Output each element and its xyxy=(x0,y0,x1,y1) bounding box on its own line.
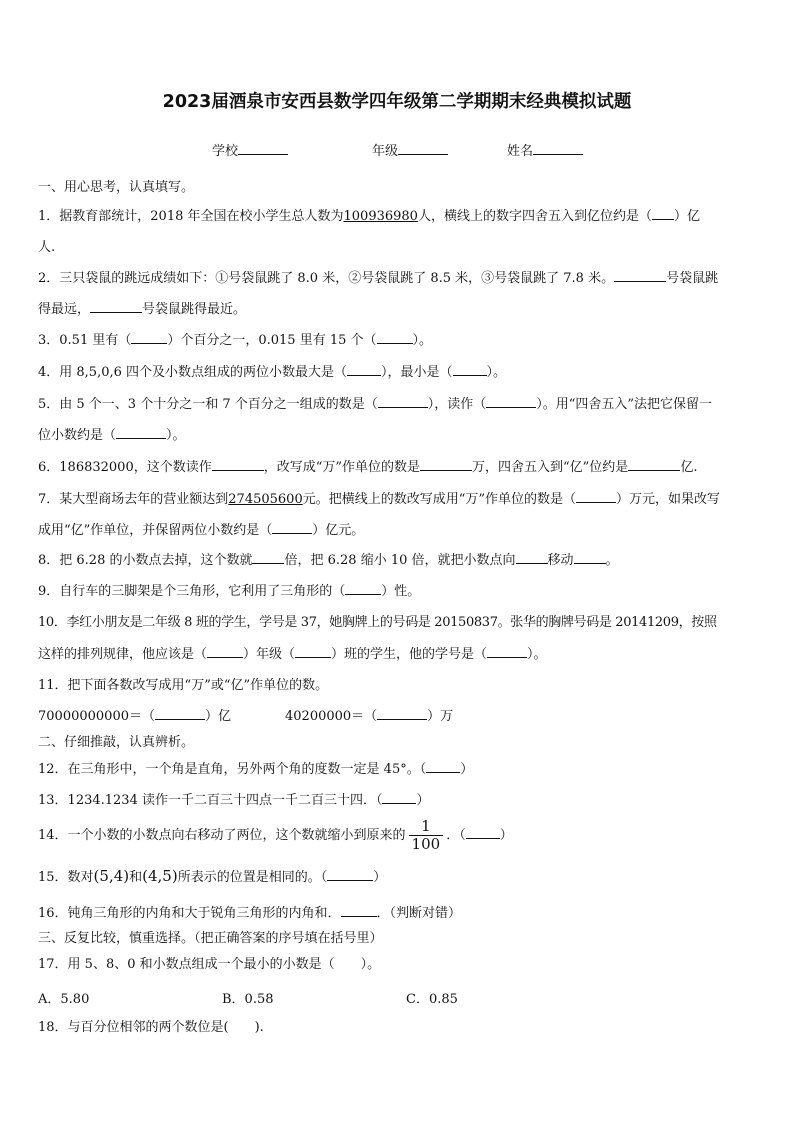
q8-blank-3[interactable] xyxy=(574,550,606,564)
q9-text-b: ）性。 xyxy=(381,584,421,599)
q11-text-e: ）万 xyxy=(427,709,454,724)
question-10-cont xyxy=(38,644,760,665)
q8-text-c: 移动 xyxy=(547,553,574,568)
q6-blank-2[interactable] xyxy=(420,457,472,471)
school-blank[interactable] xyxy=(238,141,288,155)
q9-text-a: 9．自行车的三脚架是个三角形，它利用了三角形的（ xyxy=(38,584,346,599)
q16-text-a: 16．钝角三角形的内角和大于锐角三角形的内角和． xyxy=(38,906,341,921)
q5-blank-1[interactable] xyxy=(378,394,428,408)
fraction-denominator: 100 xyxy=(411,835,441,853)
page-title: 2023届酒泉市安西县数学四年级第二学期期末经典模拟试题 xyxy=(162,92,632,112)
grade-blank[interactable] xyxy=(398,141,448,155)
q7-blank-2[interactable] xyxy=(272,520,312,534)
q2-text-d: 号袋鼠跳得最近。 xyxy=(142,302,247,317)
question-3 xyxy=(38,330,760,351)
q10-text-c: ）年级（ xyxy=(243,647,296,662)
q3-text-b: ）个百分之一，0.015 里有 15 个（ xyxy=(167,333,377,348)
q12-text-a: 12．在三角形中，一个角是直角，另外两个角的度数一定是 45°。（ xyxy=(38,762,427,777)
q6-text-a: 6．186832000，这个数读作 xyxy=(38,460,212,475)
q14-blank[interactable] xyxy=(466,825,500,839)
question-5 xyxy=(38,394,760,415)
q4-text-c: ）。 xyxy=(486,365,507,380)
q6-text-b: ，改写成“万”作单位的数是 xyxy=(263,460,421,475)
question-4 xyxy=(38,362,760,383)
q13-text-a: 13．1234.1234 读作一千二百三十四点一千二百三十四．（ xyxy=(38,793,383,808)
q7-text-a: 7．某大型商场去年的营业额达到 xyxy=(38,492,229,507)
q9-blank[interactable] xyxy=(345,581,381,595)
q5-blank-3[interactable] xyxy=(116,425,166,439)
q11-text-d: 40200000＝（ xyxy=(285,709,378,724)
q2-blank-1[interactable] xyxy=(614,268,666,282)
q10-text-b: 这样的排列规律，他应该是（ xyxy=(38,647,208,662)
question-17: 17．用 5、8、0 和小数点组成一个最小的小数是（ ）。 xyxy=(38,957,381,972)
section-1-heading: 一、用心思考，认真填写。 xyxy=(38,180,195,195)
q5-text-a: 5．由 5 个一、3 个十分之一和 7 个百分之一组成的数是（ xyxy=(38,397,378,412)
q4-blank-1[interactable] xyxy=(347,362,381,376)
q8-text-a: 8．把 6.28 的小数点去掉，这个数就 xyxy=(38,553,253,568)
q5-text-d: 位小数约是（ xyxy=(38,428,117,443)
q14-text-a: 14．一个小数的小数点向右移动了两位，这个数就缩小到原来的 xyxy=(38,828,406,843)
question-5-cont xyxy=(38,425,760,446)
q7-blank-1[interactable] xyxy=(576,489,616,503)
question-7 xyxy=(38,489,760,510)
q7-underlined-number: 274505600 xyxy=(228,492,303,507)
question-11: 11．把下面各数改写成用“万”或“亿”作单位的数。 xyxy=(38,678,329,693)
q17-option-c[interactable]: C．0.85 xyxy=(406,992,458,1007)
q3-text-c: ）。 xyxy=(412,333,433,348)
name-blank[interactable] xyxy=(533,141,583,155)
question-9 xyxy=(38,581,760,602)
q15-text-a: 15．数对 xyxy=(38,870,94,885)
q12-text-b: ） xyxy=(460,762,474,777)
q3-blank-2[interactable] xyxy=(377,330,413,344)
q7-text-e: ）亿元。 xyxy=(312,523,365,538)
school-field xyxy=(212,140,288,159)
q16-blank[interactable] xyxy=(341,903,377,917)
grade-field xyxy=(372,140,448,159)
q12-blank[interactable] xyxy=(426,759,460,773)
q10-text-e: ）。 xyxy=(527,647,547,662)
question-6 xyxy=(38,457,760,478)
q17-option-b[interactable]: B．0.58 xyxy=(222,992,274,1007)
q1-text-c: ）亿 xyxy=(673,209,700,224)
q11-blank-2[interactable] xyxy=(377,706,427,720)
q10-blank-3[interactable] xyxy=(487,644,527,658)
question-16 xyxy=(38,903,760,924)
q2-text-a: 2．三只袋鼠的跳远成绩如下：①号袋鼠跳了 8.0 米，②号袋鼠跳了 8.5 米，③号袋鼠跳了 7.8 米。 xyxy=(38,271,615,286)
q14-text-c: ） xyxy=(499,828,513,843)
q4-blank-2[interactable] xyxy=(453,362,487,376)
q7-text-b: 元。把横线上的数改写成用“万”作单位的数是（ xyxy=(302,492,577,507)
q14-text-b: ．（ xyxy=(446,828,466,843)
q15-pair-2: (4,5) xyxy=(142,867,178,885)
q6-text-d: 亿. xyxy=(680,460,698,475)
question-10: 10．李红小朋友是二年级 8 班的学生，学号是 37，她胸牌上的号码是 20150837。张华的胸牌号码是 20141209，按照 xyxy=(38,615,717,630)
q4-text-a: 4．用 8,5,0,6 四个及小数点组成的两位小数最大是（ xyxy=(38,365,348,380)
q5-text-c: ）。用“四舍五入”法把它保留一 xyxy=(536,397,713,412)
q7-text-d: 成用“亿”作单位，并保留两位小数约是（ xyxy=(38,523,273,538)
q16-text-b: ．（判断对错） xyxy=(376,906,462,921)
question-1 xyxy=(38,206,760,227)
q8-blank-1[interactable] xyxy=(252,550,284,564)
section-3-heading: 三、反复比较，慎重选择。（把正确答案的序号填在括号里） xyxy=(38,931,383,946)
question-7-cont xyxy=(38,520,760,541)
q1-text-b: 人，横线上的数字四舍五入到亿位约是（ xyxy=(417,209,652,224)
q3-blank-1[interactable] xyxy=(131,330,167,344)
q10-blank-1[interactable] xyxy=(207,644,243,658)
q5-text-b: ），读作（ xyxy=(427,397,487,412)
q15-pair-1: (5,4) xyxy=(93,867,130,885)
q1-underlined-number: 100936980 xyxy=(343,209,418,224)
q5-text-e: ）。 xyxy=(166,428,186,443)
q11-text-c: ）亿 xyxy=(204,709,231,724)
question-1-cont: 人. xyxy=(38,240,56,255)
q15-text-b: 和 xyxy=(129,870,143,885)
q10-text-d: ）班的学生，他的学号是（ xyxy=(331,647,488,662)
question-18: 18．与百分位相邻的两个数位是( ). xyxy=(38,1020,264,1035)
fraction-numerator: 1 xyxy=(409,818,444,836)
q2-text-c: 得最远， xyxy=(38,302,91,317)
q5-blank-2[interactable] xyxy=(486,394,536,408)
question-11-item-2 xyxy=(285,706,585,727)
q17-option-a[interactable]: A．5.80 xyxy=(38,992,90,1007)
q7-text-c: ）万元，如果改写 xyxy=(616,492,721,507)
section-2-heading: 二、仔细推敲，认真辨析。 xyxy=(38,735,195,750)
q15-text-c: 所表示的位置是相同的。（ xyxy=(177,870,328,885)
fraction-1-over-100 xyxy=(409,818,444,853)
q13-blank[interactable] xyxy=(382,790,416,804)
q8-blank-2[interactable] xyxy=(516,550,548,564)
question-14 xyxy=(38,816,760,856)
question-2 xyxy=(38,268,760,289)
question-2-cont xyxy=(38,299,760,320)
q6-text-c: 万，四舍五入到“亿”位约是 xyxy=(472,460,629,475)
q11-blank-1[interactable] xyxy=(155,706,205,720)
q6-blank-3[interactable] xyxy=(628,457,680,471)
question-13 xyxy=(38,790,760,811)
q8-text-b: 倍，把 6.28 缩小 10 倍，就把小数点向 xyxy=(284,553,516,568)
question-15 xyxy=(38,866,760,888)
q3-text-a: 3．0.51 里有（ xyxy=(38,333,132,348)
q8-text-d: 。 xyxy=(605,553,619,568)
q1-text-a: 1．据教育部统计，2018 年全国在校小学生总人数为 xyxy=(38,209,344,224)
q15-blank[interactable] xyxy=(327,867,373,881)
q15-text-d: ） xyxy=(373,870,387,885)
q10-blank-2[interactable] xyxy=(295,644,331,658)
q6-blank-1[interactable] xyxy=(212,457,264,471)
question-8 xyxy=(38,550,760,571)
name-field xyxy=(507,140,583,159)
q13-text-b: ） xyxy=(416,793,430,808)
q4-text-b: ），最小是（ xyxy=(381,365,453,380)
grade-label: 年级 xyxy=(372,144,399,159)
question-12 xyxy=(38,759,760,780)
q1-answer-blank[interactable] xyxy=(652,206,674,220)
school-label: 学校 xyxy=(212,144,239,159)
q2-blank-2[interactable] xyxy=(90,299,142,313)
name-label: 姓名 xyxy=(507,144,534,159)
q11-text-b: 70000000000＝（ xyxy=(38,709,155,724)
q2-text-b: 号袋鼠跳 xyxy=(666,271,719,286)
